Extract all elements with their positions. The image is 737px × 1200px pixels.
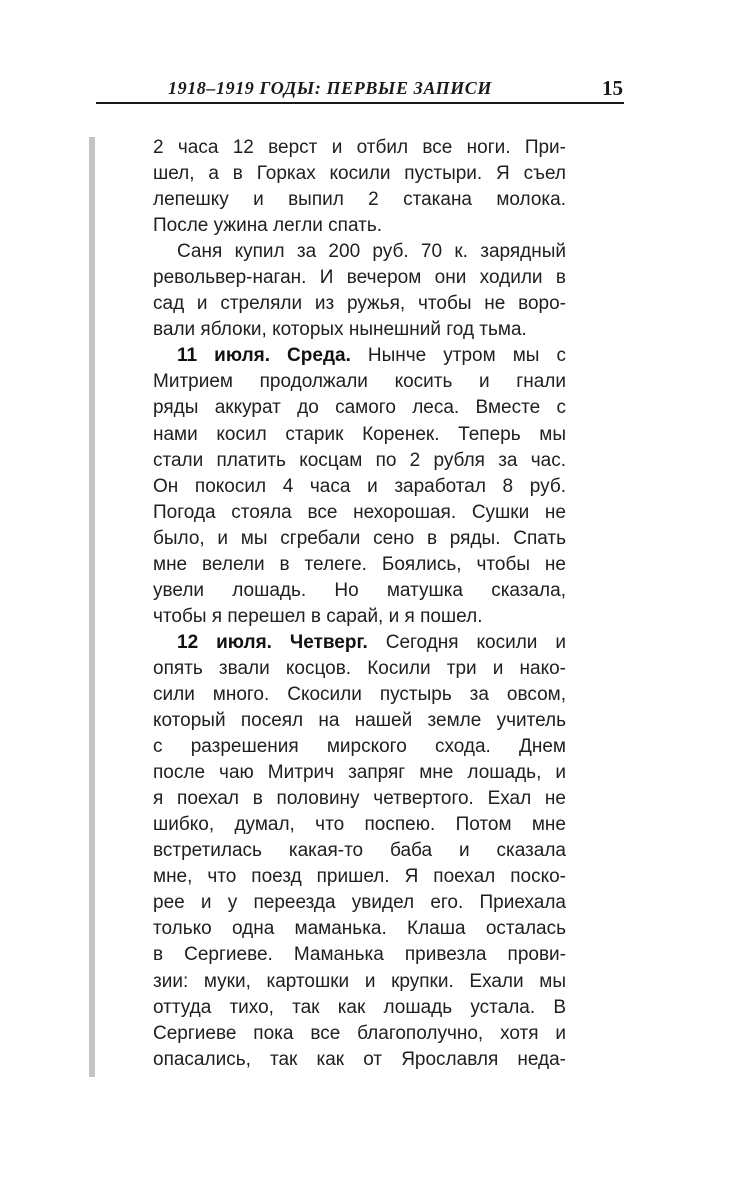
text-line: ряды аккурат до самого леса. Вместе с (153, 397, 566, 419)
text-line: вали яблоки, которых нынешний год тьма. (153, 319, 527, 341)
dated-entry-line (153, 343, 566, 369)
text-line: 2 часа 12 верст и отбил все ноги. При- (153, 137, 566, 158)
text-line: шел, а в Горках косили пустыри. Я съел (153, 163, 566, 185)
text-line: лепешку и выпил 2 стакана молока. (153, 189, 566, 211)
text-line: мне, что поезд пришел. Я поехал поско- (153, 866, 566, 888)
text-line: чтобы я перешел в сарай, и я пошел. (153, 605, 483, 627)
text-line: нами косил старик Коренек. Теперь мы (153, 423, 566, 445)
text-line: Он покосил 4 часа и заработал 8 руб. (153, 475, 566, 497)
text-line: который посеял на нашей земле учитель (153, 710, 566, 732)
text-line: опасались, так как от Ярославля неда- (153, 1048, 566, 1070)
text-line: шибко, думал, что поспею. Потом мне (153, 814, 566, 836)
running-header (96, 76, 624, 104)
text-line: встретилась какая-то баба и сказала (153, 840, 566, 862)
text-line: опять звали косцов. Косили три и нако- (153, 657, 566, 679)
text-line: После ужина легли спать. (153, 215, 382, 237)
text-run: Нынче утром мы с (350, 345, 567, 367)
text-line: стали платить косцам по 2 рубля за час. (153, 449, 566, 471)
text-line: я поехал в половину четвертого. Ехал не (153, 788, 566, 810)
text-line: мне велели в телеге. Боялись, чтобы не (153, 553, 566, 575)
text-line: Погода стояла все нехорошая. Сушки не (153, 501, 566, 523)
text-line: оттуда тихо, так как лошадь устала. В (153, 996, 566, 1018)
text-line: после чаю Митрич запряг мне лошадь, и (153, 762, 566, 784)
text-line: сад и стреляли из ружья, чтобы не воро- (153, 293, 566, 315)
entry-date: 12 июля. Четверг. (177, 631, 368, 653)
text-run: Сегодня косили и (367, 631, 566, 653)
text-line: Митрием продолжали косить и гнали (153, 371, 566, 393)
chapter-title: 1918–1919 ГОДЫ: ПЕРВЫЕ ЗАПИСИ (168, 78, 493, 98)
body-text (153, 135, 566, 1073)
margin-bar (89, 137, 95, 1077)
text-line: Саня купил за 200 руб. 70 к. зарядный (177, 241, 566, 263)
text-line: Сергиеве пока все благополучно, хотя и (153, 1022, 566, 1044)
text-line: с разрешения мирского схода. Днем (153, 736, 566, 758)
text-line: в Сергиеве. Маманька привезла прови- (153, 944, 566, 966)
text-line: рее и у переезда увидел его. Приехала (153, 892, 566, 914)
entry-date: 11 июля. Среда. (177, 345, 351, 367)
text-line: увели лошадь. Но матушка сказала, (153, 579, 566, 601)
text-line: зии: муки, картошки и крупки. Ехали мы (153, 970, 566, 992)
text-line: только одна маманька. Клаша осталась (153, 918, 566, 940)
text-line: сили много. Скосили пустырь за овсом, (153, 683, 566, 705)
text-line: револьвер-наган. И вечером они ходили в (153, 267, 566, 289)
dated-entry-line (153, 630, 566, 656)
text-line: было, и мы сгребали сено в ряды. Спать (153, 527, 566, 549)
page-number: 15 (602, 76, 623, 100)
